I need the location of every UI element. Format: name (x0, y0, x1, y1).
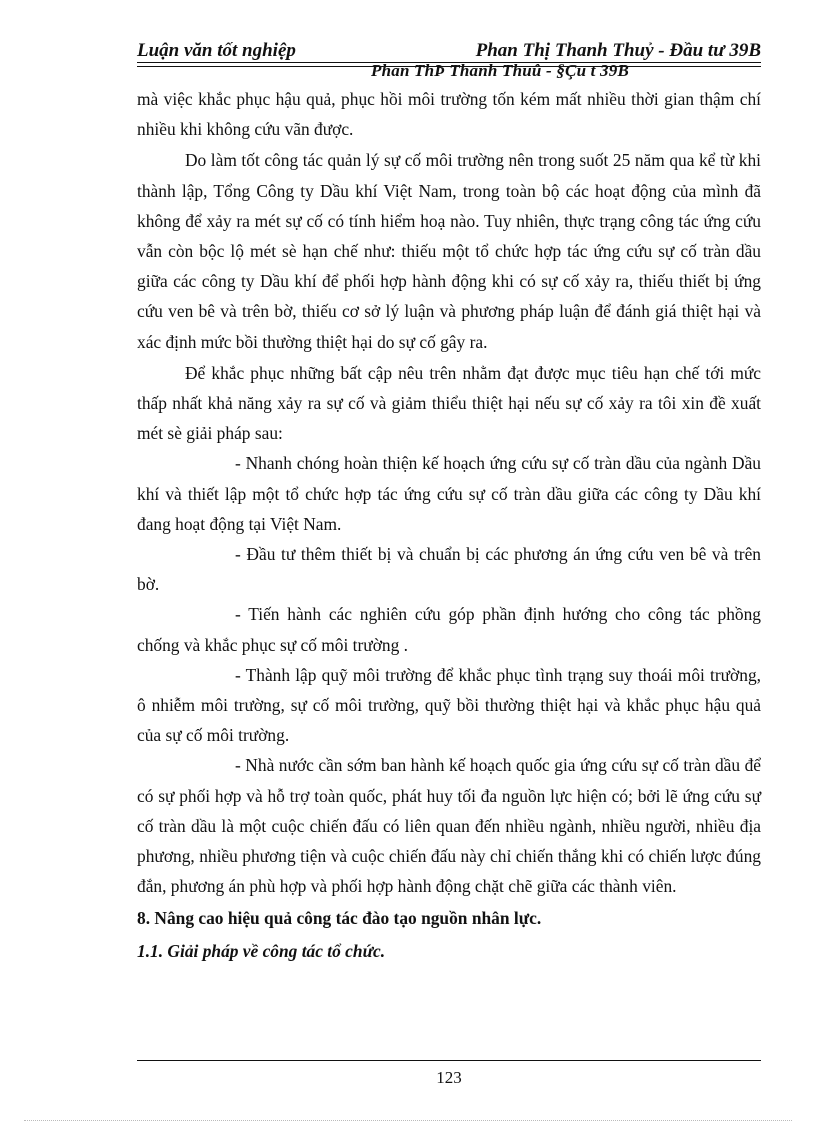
page-bottom-dotted-border (24, 1120, 792, 1121)
body-text (137, 84, 761, 966)
paragraph-incident-management: Do làm tốt công tác quản lý sự cố môi trường nên trong suốt 25 năm qua kể từ khi thành lập, Tổng Công ty Dầu khí Việt Nam, trong toàn bộ các hoạt động của mình đã không để xảy ra mét sự cố có tính hiểm hoạ nào. Tuy nhiên, thực trạng công tác ứng cứu vẫn còn bộc lộ mét sè hạn chế như: thiếu một tổ chức hợp tác ứng cứu sự cố tràn dầu giữa các công ty Dầu khí để phối hợp hành động khi có sự cố xảy ra, thiếu thiết bị ứng cứu ven bê và trên bờ, thiếu cơ sở lý luận và phương pháp luận để đánh giá thiệt hại và xác định mức bồi thường thiệt hại do sự cố gây ra. (137, 150, 761, 352)
header-thesis-title: Luận văn tốt nghiệp (137, 40, 296, 61)
header-author: Phan Thị Thanh Thuỷ - Đầu tư 39B (475, 40, 761, 61)
bullet-oil-spill-plan: - Nhanh chóng hoàn thiện kế hoạch ứng cứu sự cố tràn dầu của ngành Dầu khí và thiết lập một tổ chức hợp tác ứng cứu sự cố tràn dầu giữa các công ty Dầu khí đang hoạt động tại Việt Nam. (137, 453, 761, 534)
page-number: 123 (436, 1068, 462, 1087)
footer-rule (137, 1060, 761, 1061)
section-heading: 8. Nâng cao hiệu quả công tác đào tạo nguồn nhân lực. (137, 908, 542, 929)
header-garbled-author-line: Phan ThÞ Thanh Thuû - §Çu t 39B (371, 61, 629, 80)
paragraph-proposal-intro: Để khắc phục những bất cập nêu trên nhằm đạt được mục tiêu hạn chế tới mức thấp nhất khả năng xảy ra sự cố và giảm thiểu thiệt hại nếu sự cố xảy ra tôi xin đề xuất mét sè giải pháp sau: (137, 362, 761, 444)
bullet-environment-fund: - Thành lập quỹ môi trường để khắc phục tình trạng suy thoái môi trường, ô nhiễm môi trường, sự cố môi trường, quỹ bồi thường thiệt hại và khắc phục hậu quả của sự cố môi trường. (137, 664, 761, 746)
bullet-research: - Tiến hành các nghiên cứu góp phần định hướng cho công tác phồng chống và khắc phục sự cố môi trường . (137, 604, 761, 655)
paragraph-continuation: mà việc khắc phục hậu quả, phục hồi môi trường tốn kém mất nhiều thời gian thậm chí nhiều khi không cứu vãn được. (137, 89, 761, 140)
bullet-equipment: - Đầu tư thêm thiết bị và chuẩn bị các phương án ứng cứu ven bê và trên bờ. (137, 544, 761, 595)
subsection-heading: 1.1. Giải pháp về công tác tổ chức. (137, 940, 386, 961)
bullet-national-plan: - Nhà nước cần sớm ban hành kế hoạch quốc gia ứng cứu sự cố tràn dầu để có sự phối hợp và hỗ trợ toàn quốc, phát huy tối đa nguồn lực hiện có; bởi lẽ ứng cứu sự cố tràn dầu là một cuộc chiến đấu có liên quan đến nhiều ngành, nhiều người, nhiều địa phương, nhiều phương tiện và cuộc chiến đấu này chỉ chiến thắng khi có chiến lược đúng đắn, phương án phù hợp và phối hợp hành động chặt chẽ giữa các thành viên. (137, 755, 761, 897)
